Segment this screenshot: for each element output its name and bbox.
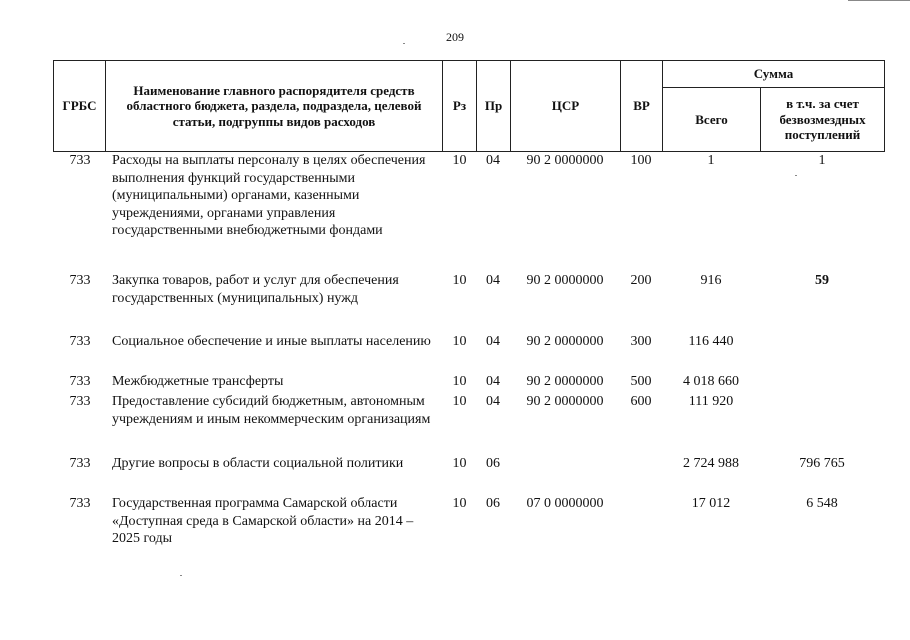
cell-pr: 06 [486, 496, 500, 511]
header-divider [884, 60, 885, 152]
cell-csr: 90 2 0000000 [526, 153, 604, 168]
cell-grbs: 733 [69, 456, 91, 471]
scan-speck [795, 175, 797, 176]
cell-grbs: 733 [69, 273, 91, 288]
header-name: Наименование главного распорядителя средств областного бюджета, раздела, подраздела, целевой статьи, подгруппы видов расходов [126, 82, 422, 129]
cell-name: Социальное обеспечение и иные выплаты населению [112, 334, 431, 349]
cell-total: 1 [707, 153, 715, 168]
cell-csr: 07 0 0000000 [526, 496, 604, 511]
cell-pr: 06 [486, 456, 500, 471]
cell-total: 116 440 [688, 334, 734, 349]
header-csr: ЦСР [551, 98, 580, 114]
cell-total: 916 [700, 273, 722, 288]
cell-free: 59 [815, 273, 829, 288]
cell-grbs: 733 [69, 334, 91, 349]
cell-free: 796 765 [799, 456, 845, 471]
header-vr: ВР [633, 98, 650, 114]
cell-grbs: 733 [69, 496, 91, 511]
cell-vr: 200 [630, 273, 652, 288]
scan-speck [180, 575, 182, 576]
cell-grbs: 733 [69, 374, 91, 389]
cell-name: Предоставление субсидий бюджетным, автономным учреждениям и иным некоммерческим организациям [112, 394, 431, 427]
cell-pr: 04 [486, 374, 500, 389]
cell-name: Расходы на выплаты персоналу в целях обеспечения выполнения функций государственными (муниципальными) органами, казенными учреждениями, органами управления государственными внебюджетными фондами [112, 153, 426, 238]
cell-rz: 10 [452, 496, 467, 511]
cell-vr: 600 [630, 394, 652, 409]
header-sum: Сумма [753, 65, 794, 81]
cell-pr: 04 [486, 334, 500, 349]
cell-name: Государственная программа Самарской области «Доступная среда в Самарской области» на 2014 – 2025 годы [112, 496, 414, 546]
cell-grbs: 733 [69, 394, 91, 409]
cell-total: 17 012 [691, 496, 731, 511]
table-header [53, 60, 885, 152]
cell-rz: 10 [452, 273, 467, 288]
cell-csr: 90 2 0000000 [526, 374, 604, 389]
cell-rz: 10 [452, 153, 467, 168]
cell-rz: 10 [452, 394, 467, 409]
cell-total: 2 724 988 [683, 456, 739, 471]
header-pr: Пр [484, 98, 503, 114]
cell-name: Закупка товаров, работ и услуг для обеспечения государственных (муниципальных) нужд [112, 273, 399, 306]
cell-vr: 300 [630, 334, 652, 349]
cell-vr: 100 [630, 153, 652, 168]
cell-total: 4 018 660 [683, 374, 739, 389]
page-number: 209 [446, 30, 464, 44]
cell-total: 111 920 [688, 394, 734, 409]
scan-edge-mark [848, 0, 910, 1]
header-free: в т.ч. за счет безвозмездных поступлений [779, 96, 866, 143]
cell-vr: 500 [630, 374, 652, 389]
cell-name: Другие вопросы в области социальной политики [112, 456, 404, 471]
cell-rz: 10 [452, 456, 467, 471]
cell-pr: 04 [486, 153, 500, 168]
cell-rz: 10 [452, 374, 467, 389]
cell-csr: 90 2 0000000 [526, 273, 604, 288]
cell-grbs: 733 [69, 153, 91, 168]
cell-pr: 04 [486, 273, 500, 288]
header-grbs: ГРБС [62, 98, 97, 114]
cell-pr: 04 [486, 394, 500, 409]
cell-csr: 90 2 0000000 [526, 394, 604, 409]
cell-free: 6 548 [806, 496, 838, 511]
cell-name: Межбюджетные трансферты [112, 374, 284, 389]
cell-free: 1 [818, 153, 826, 168]
cell-rz: 10 [452, 334, 467, 349]
header-rz: Рз [452, 98, 467, 114]
cell-csr: 90 2 0000000 [526, 334, 604, 349]
header-total: Всего [695, 111, 728, 127]
